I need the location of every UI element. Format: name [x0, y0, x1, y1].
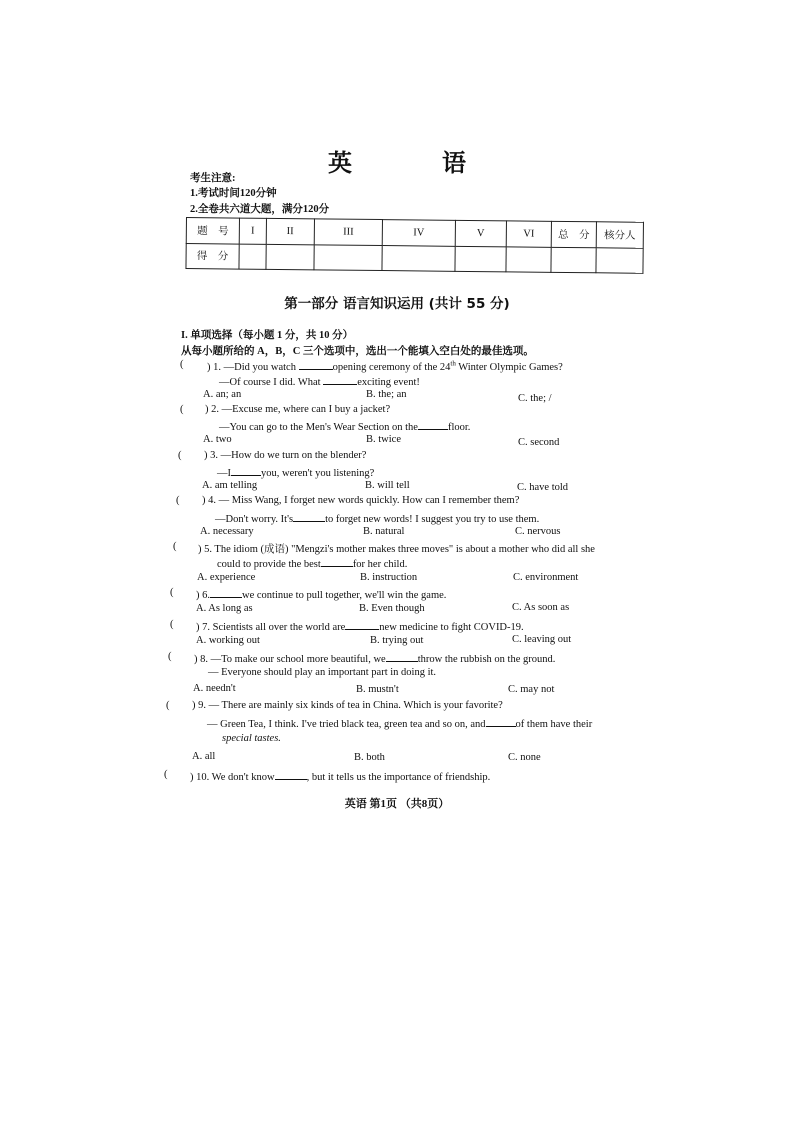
q1-text-b: opening ceremony of the 24 — [332, 362, 451, 373]
question-2-stem: ) 2. —Excuse me, where can I buy a jacket? — [205, 404, 391, 415]
notice-title: 考生注意: — [190, 173, 236, 184]
question-9-stem: ) 9. — There are mainly six kinds of tea in China. Which is your favorite? — [192, 700, 503, 711]
answer-blank[interactable] — [299, 359, 333, 370]
answer-blank[interactable] — [231, 465, 261, 476]
question-3-stem: ) 3. —How do we turn on the blender? — [204, 450, 367, 461]
score-cell: II — [266, 218, 314, 244]
answer-blank[interactable] — [345, 619, 379, 630]
option-a[interactable]: A. As long as — [196, 603, 253, 614]
option-b[interactable]: B. both — [354, 752, 385, 763]
option-b[interactable]: B. the; an — [366, 389, 407, 400]
score-input-cell[interactable] — [551, 247, 596, 273]
score-cell: IV — [383, 220, 456, 246]
notice-item-2: 2.全卷共六道大题，满分120分 — [190, 204, 330, 215]
q9-line2-b: of them have their — [515, 719, 593, 730]
q9-line2-a: — Green Tea, I think. I've tried black tea, green tea and so on, and — [207, 719, 486, 730]
question-8-stem — [194, 651, 555, 665]
question-2-line2 — [219, 419, 470, 433]
q8-text-a: ) 8. —To make our school more beautiful, we — [194, 654, 386, 665]
q3-line2-b: you, weren't you listening? — [261, 468, 375, 479]
score-input-cell[interactable] — [506, 246, 551, 272]
option-a[interactable]: A. working out — [196, 635, 260, 646]
q4-line2-a: —Don't worry. It's — [215, 514, 294, 525]
option-a[interactable]: A. needn't — [193, 683, 236, 694]
score-input-cell[interactable] — [455, 246, 507, 272]
score-table-score-row — [186, 243, 643, 273]
q1-text-c: Winter Olympic Games? — [455, 362, 563, 373]
q1-text-a: ) 1. —Did you watch — [207, 362, 296, 373]
q7-text-a: ) 7. Scientists all over the world are — [196, 622, 346, 633]
q10-text-a: ) 10. We don't know — [190, 772, 275, 783]
question-5-line2 — [217, 556, 407, 570]
option-a[interactable]: A. am telling — [202, 480, 258, 491]
question-5-stem: ) 5. The idiom (成语) "Mengzi's mother makes three moves" is about a mother who did all she — [198, 544, 595, 555]
option-c[interactable]: C. As soon as — [512, 602, 570, 613]
option-c[interactable]: C. have told — [517, 482, 569, 493]
question-1-stem — [207, 359, 563, 373]
q5-line2-a: could to provide the best — [217, 559, 321, 570]
q8-text-b: throw the rubbish on the ground. — [417, 654, 556, 665]
option-b[interactable]: B. will tell — [365, 480, 410, 491]
score-input-cell[interactable] — [596, 247, 643, 273]
option-b[interactable]: B. trying out — [370, 635, 424, 646]
score-input-cell[interactable] — [382, 245, 455, 271]
page-footer: 英语 第1页 （共8页） — [344, 798, 450, 810]
option-a[interactable]: A. two — [203, 434, 232, 445]
score-input-cell[interactable] — [266, 244, 314, 270]
option-a[interactable]: A. all — [192, 751, 216, 762]
score-cell: 总 分 — [551, 221, 596, 247]
question-9-line3: special tastes. — [222, 733, 281, 744]
answer-blank[interactable] — [210, 587, 242, 598]
option-c[interactable]: C. may not — [508, 684, 555, 695]
answer-paren: ( — [170, 587, 174, 598]
section-title: I. 单项选择（每小题 1 分，共 10 分） — [181, 330, 354, 341]
score-cell: VI — [506, 221, 551, 247]
q2-line2-b: floor. — [447, 422, 471, 433]
option-b[interactable]: B. instruction — [360, 572, 418, 583]
question-10-stem — [190, 769, 490, 783]
question-4-line2 — [215, 511, 539, 525]
answer-paren: ( — [176, 495, 180, 506]
option-b[interactable]: B. Even though — [359, 603, 425, 614]
question-7-stem — [196, 619, 524, 633]
answer-paren: ( — [164, 769, 168, 780]
q10-text-b: , but it tells us the importance of friendship. — [306, 772, 491, 783]
notice-item-1: 1.考试时间120分钟 — [190, 188, 277, 199]
answer-paren: ( — [180, 404, 184, 415]
q5-line2-b: for her child. — [352, 559, 408, 570]
option-b[interactable]: B. twice — [366, 434, 401, 445]
page-title: 英 语 — [328, 151, 508, 177]
answer-blank[interactable] — [275, 769, 307, 780]
q6-text-a: ) 6. — [196, 590, 210, 601]
option-c[interactable]: C. the; / — [518, 393, 552, 404]
q6-text-b: we continue to pull together, we'll win the game. — [242, 590, 447, 601]
answer-paren: ( — [166, 700, 170, 711]
option-c[interactable]: C. second — [518, 437, 560, 448]
score-cell: V — [455, 220, 507, 246]
q4-line2-b: to forget new words! I suggest you try to use them. — [325, 514, 540, 525]
question-8-line2: — Everyone should play an important part in doing it. — [208, 667, 437, 678]
option-b[interactable]: B. natural — [363, 526, 405, 537]
q1-line2-b: exciting event! — [357, 377, 420, 388]
option-c[interactable]: C. none — [508, 752, 541, 763]
answer-paren: ( — [170, 619, 174, 630]
score-table — [185, 217, 644, 274]
score-input-cell[interactable] — [314, 244, 383, 270]
option-b[interactable]: B. mustn't — [356, 684, 399, 695]
option-a[interactable]: A. an; an — [203, 389, 242, 400]
answer-paren: ( — [178, 450, 182, 461]
option-a[interactable]: A. experience — [197, 572, 256, 583]
score-cell: I — [239, 218, 266, 244]
option-c[interactable]: C. leaving out — [512, 634, 572, 645]
score-cell: 得 分 — [186, 243, 239, 269]
answer-paren: ( — [168, 651, 172, 662]
q1-line2-a: —Of course I did. What — [219, 377, 321, 388]
answer-paren: ( — [173, 541, 177, 552]
section-instruction: 从每小题所给的 A，B，C 三个选项中，选出一个能填入空白处的最佳选项。 — [181, 346, 534, 357]
question-3-line2 — [217, 465, 374, 479]
option-a[interactable]: A. necessary — [200, 526, 254, 537]
answer-paren: ( — [180, 359, 184, 370]
answer-blank[interactable] — [418, 419, 448, 430]
question-4-stem: ) 4. — Miss Wang, I forget new words quickly. How can I remember them? — [202, 495, 520, 506]
score-cell: 核分人 — [596, 222, 643, 248]
score-cell: III — [314, 219, 383, 245]
question-6-stem — [196, 587, 446, 601]
q2-line2-a: —You can go to the Men's Wear Section on the — [219, 422, 418, 433]
q3-line2-a: —I — [217, 468, 231, 479]
part-heading: 第一部分 语言知识运用 (共计 55 分) — [284, 296, 510, 312]
option-c[interactable]: C. nervous — [515, 526, 561, 537]
q7-text-b: new medicine to fight COVID-19. — [379, 622, 524, 633]
answer-blank[interactable] — [386, 651, 418, 662]
answer-blank[interactable] — [321, 556, 353, 567]
answer-blank[interactable] — [486, 716, 516, 727]
q1-sup: th — [450, 359, 456, 368]
score-cell: 题 号 — [186, 218, 239, 244]
answer-blank[interactable] — [293, 511, 325, 522]
question-1-line2 — [219, 374, 420, 388]
score-input-cell[interactable] — [239, 244, 266, 270]
option-c[interactable]: C. environment — [513, 572, 579, 583]
answer-blank[interactable] — [323, 374, 357, 385]
question-9-line2 — [207, 716, 592, 730]
